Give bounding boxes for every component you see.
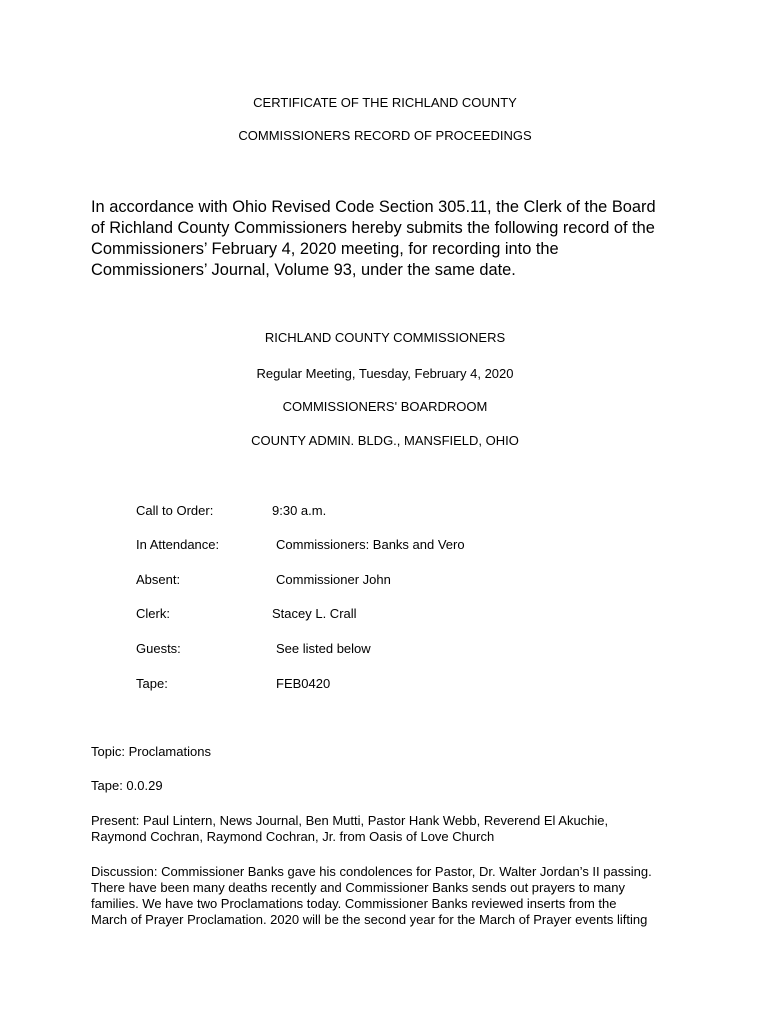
guests-value: See listed below <box>276 641 371 656</box>
tape-label: Tape: <box>136 676 168 691</box>
attendance-value: Commissioners: Banks and Vero <box>276 537 465 552</box>
call-to-order-value: 9:30 a.m. <box>272 503 327 518</box>
absent-label: Absent: <box>136 572 181 587</box>
certificate-title-line-1: CERTIFICATE OF THE RICHLAND COUNTY <box>253 95 517 110</box>
topic-title: Topic: Proclamations <box>91 744 211 759</box>
meeting-body: RICHLAND COUNTY COMMISSIONERS <box>264 330 506 345</box>
intro-line: Commissioners’ Journal, Volume 93, under the same date. <box>91 261 516 279</box>
discussion-line-2: There have been many deaths recently and Commissioner Banks sends out prayers to many <box>91 880 625 895</box>
topic-tape: Tape: 0.0.29 <box>91 778 163 793</box>
meeting-room: COMMISSIONERS' BOARDROOM <box>282 399 488 414</box>
clerk-label: Clerk: <box>136 606 170 621</box>
intro-paragraph <box>91 197 691 281</box>
discussion-line-4: March of Prayer Proclamation. 2020 will be the second year for the March of Prayer events lifting <box>91 912 648 927</box>
discussion-line-1: Discussion: Commissioner Banks gave his condolences for Pastor, Dr. Walter Jordan’s II passing. <box>91 864 652 879</box>
discussion-line-3: families. We have two Proclamations today. Commissioner Banks reviewed inserts from the <box>91 896 617 911</box>
attendance-label: In Attendance: <box>136 537 220 552</box>
tape-value: FEB0420 <box>276 676 331 691</box>
certificate-title-line-2: COMMISSIONERS RECORD OF PROCEEDINGS <box>238 128 532 143</box>
absent-value: Commissioner John <box>276 572 391 587</box>
clerk-value: Stacey L. Crall <box>272 606 357 621</box>
intro-line: of Richland County Commissioners hereby submits the following record of the <box>91 219 655 237</box>
guests-label: Guests: <box>136 641 181 656</box>
meeting-location: COUNTY ADMIN. BLDG., MANSFIELD, OHIO <box>251 433 519 448</box>
call-to-order-label: Call to Order: <box>136 503 214 518</box>
present-line-2: Raymond Cochran, Raymond Cochran, Jr. from Oasis of Love Church <box>91 829 495 844</box>
present-line-1: Present: Paul Lintern, News Journal, Ben Mutti, Pastor Hank Webb, Reverend El Akuchie, <box>91 813 609 828</box>
meeting-type-date: Regular Meeting, Tuesday, February 4, 2020 <box>256 366 514 381</box>
intro-line: Commissioners’ February 4, 2020 meeting, for recording into the <box>91 240 559 258</box>
intro-line: In accordance with Ohio Revised Code Section 305.11, the Clerk of the Board <box>91 198 656 216</box>
